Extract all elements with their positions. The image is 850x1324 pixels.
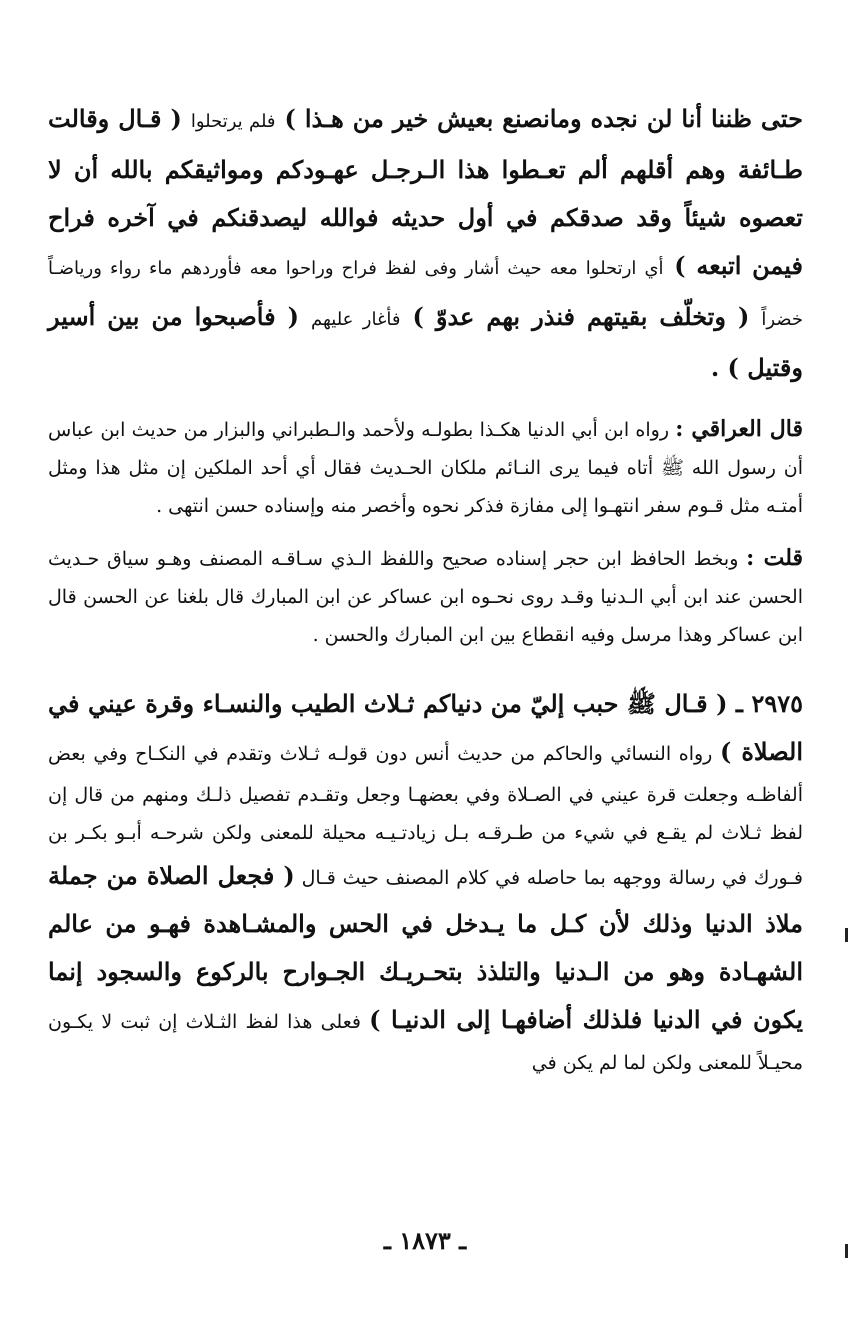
scan-edge-mark <box>845 1244 848 1258</box>
opening-quote-continued: ( قـال وقالت طـائفة وهم أقلهم ألم تعـطوا هذا الـرجـل عهـودكم ومواثيقكم بالله أن لا تعصوه شيئاً وقد صدقكم في أول حديثه فوالله ليصدقنكم في آخره فراح فيمن اتبعه ) <box>48 104 803 280</box>
hadith-quoted-commentary: ( فجعل الصلاة من جملة ملاذ الدنيا وذلك لأن كـل ما يـدخل في الحس والمشـاهدة فهـو من عالم الشهـادة وهو من الـدنيا والتلذذ بتحـريـك الجـوارح بالركوع والسجود إنما يكون في الدنيا فلذلك أضافهـا إلى الدنيـا ) <box>48 861 803 1034</box>
scan-edge-mark <box>845 928 848 942</box>
iraqi-label: قال العراقي : <box>675 416 803 442</box>
page-body <box>48 95 803 1082</box>
opening-quote-final: ( فأصبحوا من بين أسير وقتيل ) . <box>48 302 803 382</box>
paragraph-iraqi <box>48 410 803 525</box>
opening-quote-end: حتى ظننا أنا لن نجده ومانصنع بعيش خير من هـذا ) <box>284 104 803 133</box>
page-number: ـ ١٨٧٣ ـ <box>383 1226 467 1255</box>
qultu-label: قلت : <box>746 545 804 571</box>
paragraph-hadith-2975 <box>48 680 803 1082</box>
hadith-commentary-2: فعلى هذا لفظ الثـلاث إن ثبت لا يكـون محيـلاً للمعنى ولكن لما لم يكن في <box>48 1011 803 1074</box>
opening-comment: فلم يرتحلوا <box>190 111 276 132</box>
opening-raid-text: فأغار عليهم <box>311 309 401 330</box>
paragraph-qultu <box>48 539 803 654</box>
paragraph-opening <box>48 95 803 392</box>
opening-explanation: أي ارتحلوا معه حيث أشار وفى لفظ فراح وراحوا معه فأوردهم ماء رواء ورياضـاً خضراً <box>48 258 804 330</box>
opening-quote-remaining: ( وتخلّف بقيتهم فنذر بهم عدوّ ) <box>412 302 750 331</box>
hadith-commentary-1: رواه النسائي والحاكم من حديث أنس دون قولـه ثـلاث وتقدم في النكـاح وفي بعض ألفاظـه وجعلت قرة عيني في الصـلاة وفي بعضهـا وجعل وتقـدم تفصيل ذلـك ومنهم من قال إن لفظ ثـلاث لم يقـع في شيء من طـرقـه بـل زيادتـيـه محيلة للمعنى ولكن شرحـه أبـو بكـر بن فـورك في رسالة ووجهه بما حاصله في كلام المصنف حيث قـال <box>48 743 803 889</box>
qultu-text: وبخط الحافظ ابن حجر إسناده صحيح واللفظ الـذي سـاقـه المصنف وهـو سياق حـديث الحسن عند ابن أبي الـدنيا وقـد روى نحـوه ابن عساكر عن ابن المبارك قال بلغنا عن الحسن قال ابن عساكر وهذا مرسل وفيه انقطاع بين ابن المبارك والحسن . <box>48 548 803 646</box>
iraqi-text: رواه ابن أبي الدنيا هكـذا بطولـه ولأحمد والـطبراني والبزار من حديث ابن عباس أن رسول الله ﷺ أتاه فيما يرى النـائم ملكان الحـديث فقال أي أحد الملكين إن مثل هذا ومثل أمتـه مثل قـوم سفر انتهـوا إلى مفازة فذكر نحوه وأخصر منه وإسناده حسن انتهى . <box>48 419 803 517</box>
hadith-text: ٢٩٧٥ ـ ( قـال ﷺ حبب إليّ من دنياكم ثـلاث الطيب والنسـاء وقرة عيني في الصلاة ) <box>48 689 804 766</box>
